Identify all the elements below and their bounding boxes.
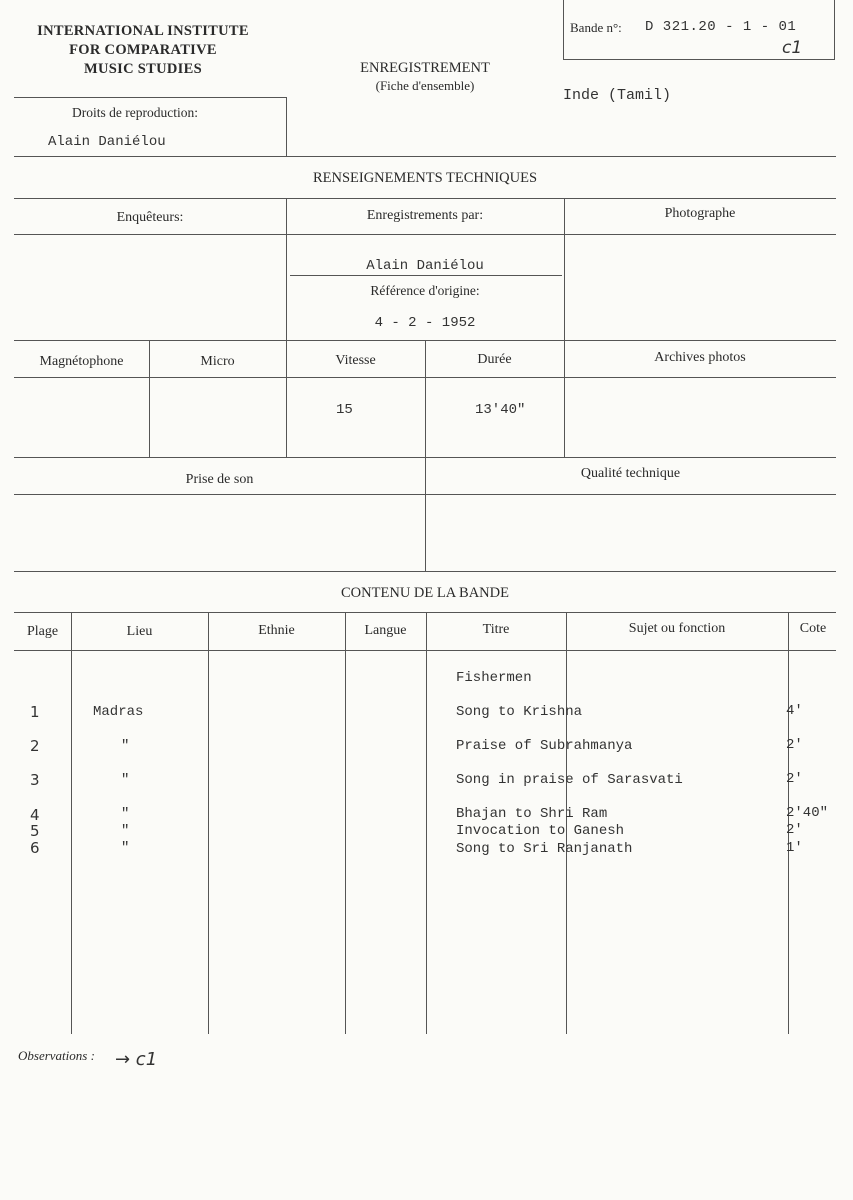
bande-handwritten: c1 [782, 38, 803, 58]
header-titre: Titre [482, 622, 510, 637]
row-lieu: " [121, 806, 130, 822]
row-plage: 5 [30, 822, 40, 840]
photographe-label: Photographe [664, 206, 736, 221]
row-plage: 2 [30, 737, 40, 755]
institute-line-3: MUSIC STUDIES [84, 61, 202, 77]
row-titre: Invocation to Ganesh [456, 823, 625, 839]
header-langue: Langue [364, 623, 407, 638]
observations-label: Observations : [18, 1048, 95, 1063]
vitesse-value: 15 [336, 402, 353, 418]
institute-name [12, 22, 274, 79]
row-cote: 1' [786, 840, 803, 856]
prise-de-son-label: Prise de son [185, 472, 254, 487]
bande-number: D 321.20 - 1 - 01 [645, 19, 797, 35]
header-ethnie: Ethnie [258, 623, 295, 638]
bande-label: Bande n°: [570, 20, 622, 35]
observations-value: → c1 [115, 1049, 158, 1070]
row-titre: Praise of Subrahmanya [456, 738, 633, 754]
archives-label: Archives photos [654, 350, 746, 365]
form-title-sub: (Fiche d'ensemble) [375, 78, 475, 93]
row-titre: Song to Sri Ranjanath [456, 841, 633, 857]
enqueteurs-label: Enquêteurs: [116, 210, 184, 225]
row-cote: 4' [786, 703, 803, 719]
header-cote: Cote [799, 621, 827, 636]
form-title [330, 60, 520, 94]
row-lieu: Madras [93, 704, 144, 720]
row-titre: Song in praise of Sarasvati [456, 772, 683, 788]
row-cote: 2'40" [786, 805, 829, 821]
header-plage: Plage [26, 624, 59, 639]
row-plage: 4 [30, 806, 40, 824]
magnetophone-label: Magnétophone [39, 354, 124, 369]
row-lieu: " [121, 840, 130, 856]
row-cote: 2' [786, 822, 803, 838]
technique-section-title: RENSEIGNEMENTS TECHNIQUES [312, 170, 538, 186]
header-lieu: Lieu [126, 624, 153, 639]
duree-label: Durée [477, 352, 512, 367]
row-lieu: " [121, 738, 130, 754]
row-lieu: " [121, 772, 130, 788]
micro-label: Micro [200, 354, 235, 369]
row-plage: 6 [30, 839, 40, 857]
region-value: Inde (Tamil) [563, 87, 672, 104]
contenu-section-title: CONTENU DE LA BANDE [341, 585, 509, 601]
form-title-main: ENREGISTREMENT [360, 60, 490, 76]
reference-label: Référence d'origine: [370, 283, 480, 298]
reference-value: 4 - 2 - 1952 [374, 315, 476, 331]
row-cote: 2' [786, 771, 803, 787]
droits-value: Alain Daniélou [48, 134, 166, 150]
row-lieu: " [121, 823, 130, 839]
row-titre: Song to Krishna [456, 704, 583, 720]
enregistrements-value: Alain Daniélou [366, 258, 484, 274]
institute-line-2: FOR COMPARATIVE [69, 42, 217, 58]
header-sujet: Sujet ou fonction [628, 621, 726, 636]
institute-line-1: INTERNATIONAL INSTITUTE [37, 23, 249, 39]
row-plage: 1 [30, 703, 40, 721]
enregistrements-label: Enregistrements par: [366, 208, 484, 223]
vitesse-label: Vitesse [335, 353, 376, 368]
duree-value: 13'40" [475, 402, 526, 418]
row-titre: Bhajan to Shri Ram [456, 806, 608, 822]
row-cote: 2' [786, 737, 803, 753]
group-title: Fishermen [456, 670, 532, 686]
qualite-technique-label: Qualité technique [580, 466, 681, 481]
droits-label: Droits de reproduction: [72, 105, 198, 120]
row-plage: 3 [30, 771, 40, 789]
